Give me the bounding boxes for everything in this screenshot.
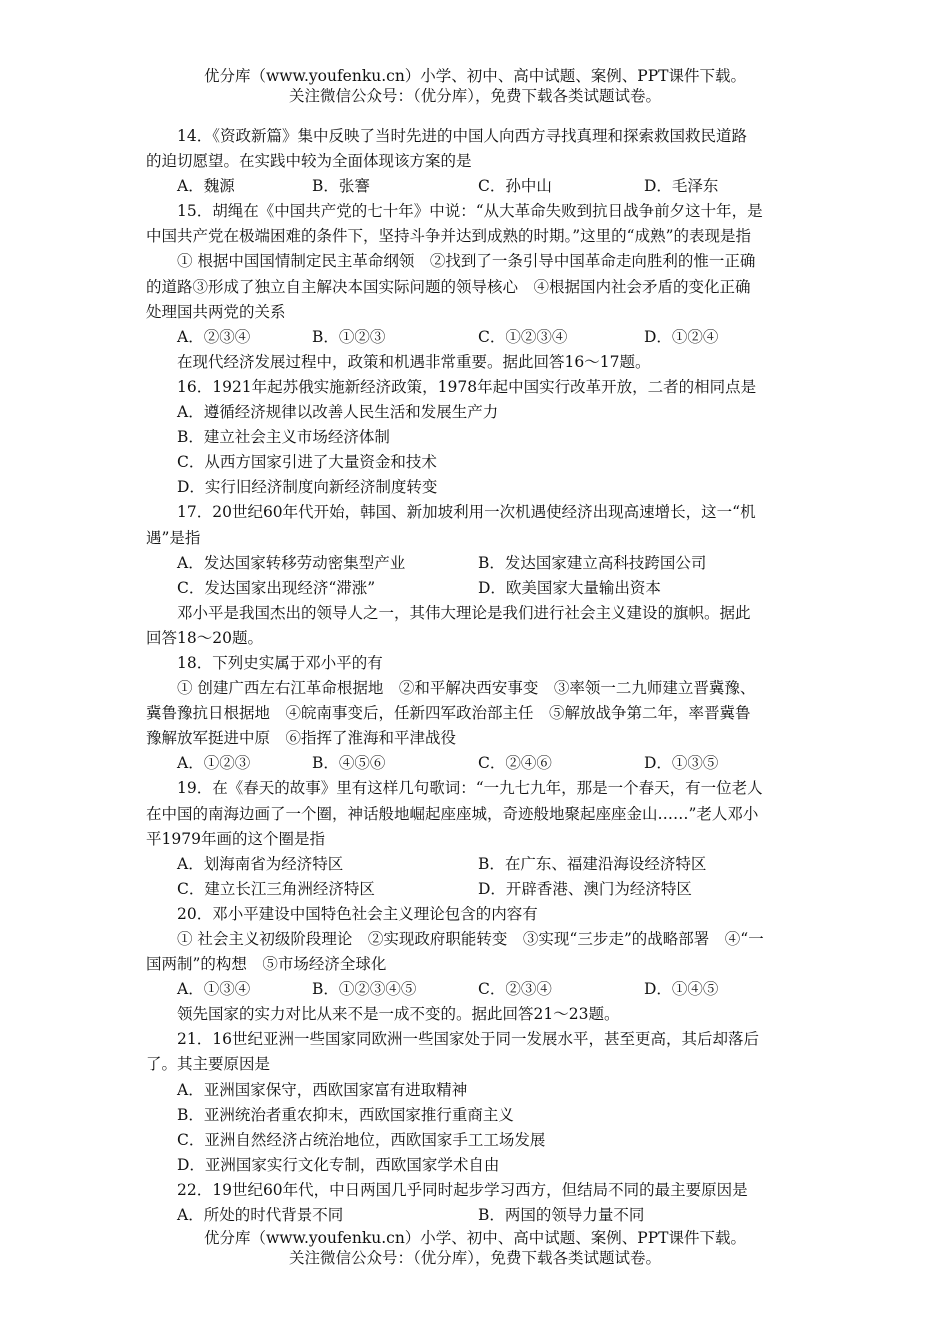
footer-line-2: 关注微信公众号：（优分库），免费下载各类试题试卷。	[288, 1249, 661, 1267]
q19-option-d: D．开辟香港、澳门为经济特区	[478, 879, 692, 898]
q15-option-c: C．①②③④	[478, 327, 568, 346]
q16-option-a: A．遵循经济规律以改善人民生活和发展生产力	[177, 403, 499, 422]
q14-option-d: D．毛泽东	[644, 177, 719, 196]
q20-option-c: C．②③④	[478, 980, 552, 999]
q15-option-b: B．①②③	[312, 327, 386, 346]
intro-18-20-line-1: 邓小平是我国杰出的领导人之一，其伟大理论是我们进行社会主义建设的旗帜。据此	[177, 603, 751, 622]
q17-option-c: C．发达国家出现经济“滞涨”	[177, 578, 376, 597]
q18-options	[146, 751, 810, 776]
q19-stem-line-3: 平1979年画的这个圈是指	[146, 829, 325, 848]
intro-21-23: 领先国家的实力对比从来不是一成不变的。据此回答21～23题。	[177, 1005, 620, 1024]
q21-stem-line-2: 了。其主要原因是	[146, 1055, 271, 1074]
q14-stem-line-2: 的迫切愿望。在实践中较为全面体现该方案的是	[146, 152, 472, 171]
q15-option-d: D．①②④	[644, 327, 719, 346]
q19-stem-line-1: 19．在《春天的故事》里有这样几句歌词：“一九七九年，那是一个春天，有一位老人	[177, 779, 763, 798]
q15-stem-line-2: 中国共产党在极端困难的条件下，坚持斗争并达到成熟的时期。”这里的“成熟”的表现是指	[146, 227, 752, 246]
q20-option-d: D．①④⑤	[644, 980, 719, 999]
q17-options-ab	[146, 551, 810, 576]
q20-stem-line-3: 国两制”的构想 ⑤市场经济全球化	[146, 955, 387, 974]
q18-stem-line-4: 豫解放军挺进中原 ⑥指挥了淮海和平津战役	[146, 729, 457, 748]
q14-stem-line-1: 14．《资政新篇》集中反映了当时先进的中国人向西方寻找真理和探索救国救民道路	[177, 127, 747, 145]
q17-options-cd	[146, 576, 810, 601]
q14-option-c: C．孙中山	[478, 177, 552, 196]
q21-option-c: C．亚洲自然经济占统治地位，西欧国家手工工场发展	[177, 1130, 546, 1149]
q19-option-a: A．划海南省为经济特区	[177, 854, 344, 873]
q18-option-d: D．①③⑤	[644, 754, 719, 773]
footer-line-1: 优分库（www.youfenku.cn）小学、初中、高中试题、案例、PPT课件下载。	[203, 1229, 747, 1247]
q17-option-d: D．欧美国家大量输出资本	[478, 578, 661, 597]
q17-option-b: B．发达国家建立高科技跨国公司	[478, 553, 707, 572]
q20-options	[146, 977, 810, 1002]
q15-stem-line-1: 15．胡绳在《中国共产党的七十年》中说：“从大革命失败到抗日战争前夕这十年，是	[177, 202, 763, 221]
q21-option-b: B．亚洲统治者重农抑末，西欧国家推行重商主义	[177, 1105, 514, 1124]
q19-stem-line-2: 在中国的南海边画了一个圈，神话般地崛起座座城，奇迹般地聚起座座金山……”老人邓小	[146, 804, 759, 823]
q15-stem-line-4: 的道路③形成了独立自主解决本国实际问题的领导核心 ④根据国内社会矛盾的变化正确	[146, 277, 751, 296]
q16-option-c: C．从西方国家引进了大量资金和技术	[177, 453, 437, 472]
q15-stem-line-3: ① 根据中国国情制定民主革命纲领 ②找到了一条引导中国革命走向胜利的惟一正确	[177, 252, 756, 271]
q22-option-a: A．所处的时代背景不同	[177, 1206, 344, 1225]
q15-options	[146, 325, 810, 350]
q20-stem-line-1: 20．邓小平建设中国特色社会主义理论包含的内容有	[177, 904, 538, 923]
q18-option-b: B．④⑤⑥	[312, 754, 386, 773]
q18-stem-line-2: ① 创建广西左右江革命根据地 ②和平解决西安事变 ③率领一二九师建立晋冀豫、	[177, 679, 756, 698]
q21-option-a: A．亚洲国家保守，西欧国家富有进取精神	[177, 1080, 468, 1099]
q16-option-b: B．建立社会主义市场经济体制	[177, 428, 390, 447]
q18-stem-line-3: 冀鲁豫抗日根据地 ④皖南事变后，任新四军政治部主任 ⑤解放战争第二年，率晋冀鲁	[146, 704, 751, 723]
header-line-1: 优分库（www.youfenku.cn）小学、初中、高中试题、案例、PPT课件下载。	[203, 67, 747, 85]
q19-options-ab	[146, 852, 810, 877]
q22-option-b: B．两国的领导力量不同	[478, 1206, 645, 1225]
q18-stem-line-1: 18．下列史实属于邓小平的有	[177, 653, 383, 672]
q17-option-a: A．发达国家转移劳动密集型产业	[177, 553, 406, 572]
exam-content	[146, 124, 810, 1228]
q18-option-c: C．②④⑥	[478, 754, 552, 773]
header-line-2: 关注微信公众号：（优分库），免费下载各类试题试卷。	[288, 87, 661, 105]
q22-stem: 22．19世纪60年代，中日两国几乎同时起步学习西方，但结局不同的最主要原因是	[177, 1180, 748, 1199]
q17-stem-line-2: 遇”是指	[146, 528, 201, 547]
q16-stem: 16．1921年起苏俄实施新经济政策，1978年起中国实行改革开放，二者的相同点是	[177, 377, 757, 396]
q20-option-b: B．①②③④⑤	[312, 980, 417, 999]
q21-stem-line-1: 21．16世纪亚洲一些国家同欧洲一些国家处于同一发展水平，甚至更高，其后却落后	[177, 1030, 759, 1049]
q20-stem-line-2: ① 社会主义初级阶段理论 ②实现政府职能转变 ③实现“三步走”的战略部署 ④“一	[177, 930, 764, 948]
q18-option-a: A．①②③	[177, 754, 251, 773]
q14-option-b: B．张謇	[312, 177, 370, 196]
intro-18-20-line-2: 回答18～20题。	[146, 628, 263, 647]
q19-option-b: B．在广东、福建沿海设经济特区	[478, 854, 707, 873]
q14-option-a: A．魏源	[177, 177, 235, 196]
q21-option-d: D．亚洲国家实行文化专制，西欧国家学术自由	[177, 1155, 500, 1174]
q20-option-a: A．①③④	[177, 980, 251, 999]
q19-options-cd	[146, 877, 810, 902]
q16-option-d: D．实行旧经济制度向新经济制度转变	[177, 478, 438, 497]
q15-option-a: A．②③④	[177, 327, 251, 346]
q19-option-c: C．建立长江三角洲经济特区	[177, 879, 375, 898]
q22-options-ab	[146, 1203, 810, 1228]
intro-16-17: 在现代经济发展过程中，政策和机遇非常重要。据此回答16～17题。	[177, 352, 651, 371]
q17-stem-line-1: 17．20世纪60年代开始，韩国、新加坡利用一次机遇使经济出现高速增长，这一“机	[177, 503, 756, 522]
q15-stem-line-5: 处理国共两党的关系	[146, 302, 286, 321]
q14-options	[146, 174, 810, 199]
